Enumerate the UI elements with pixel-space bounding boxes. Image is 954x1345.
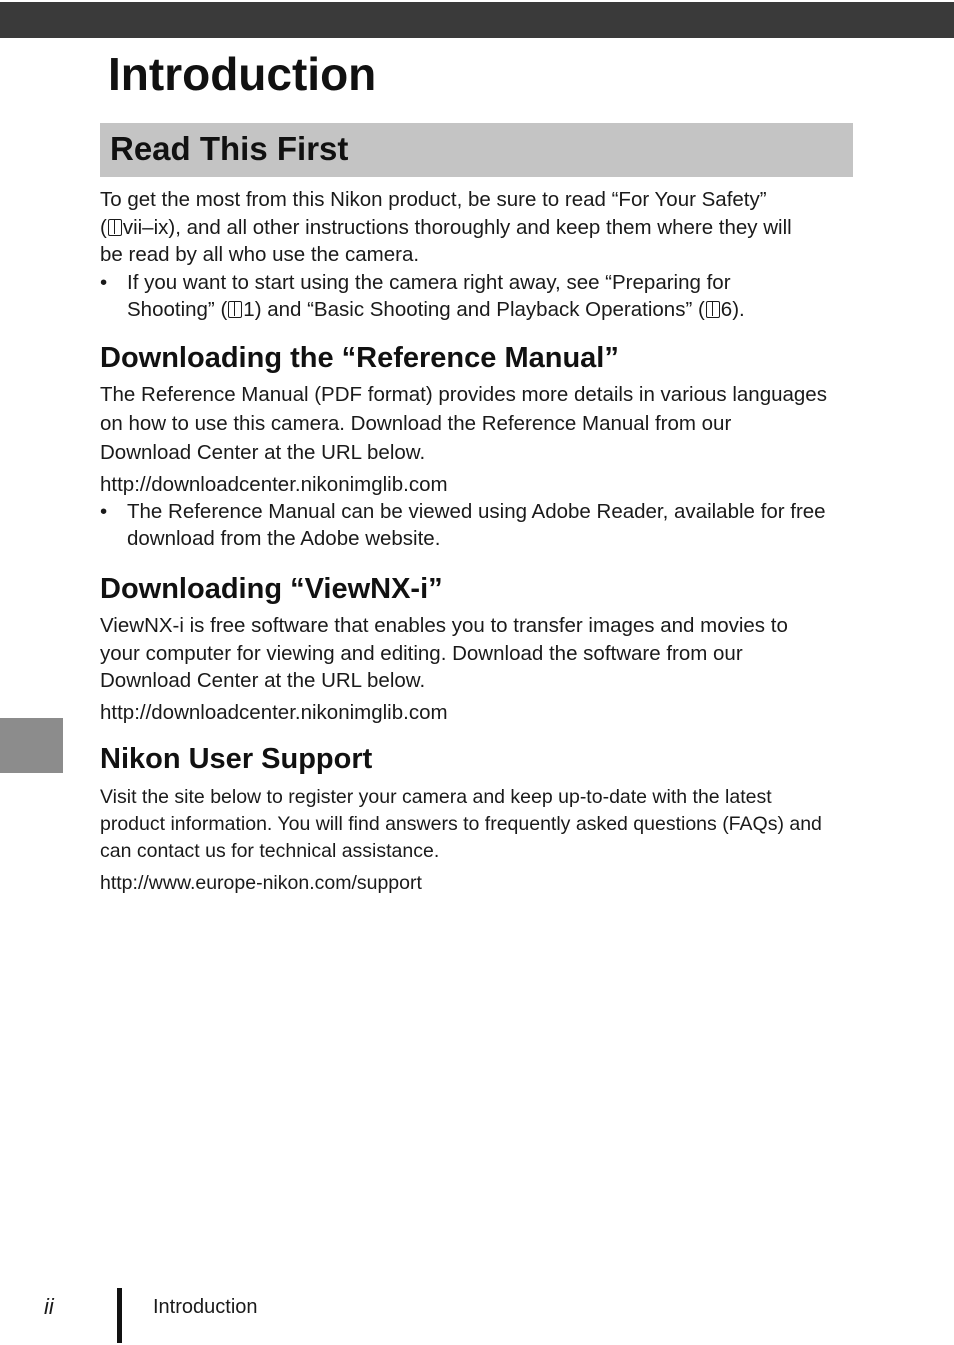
chapter-title: Introduction (108, 48, 377, 100)
page-content (100, 186, 860, 897)
footer-section-label: Introduction (153, 1296, 258, 1318)
intro-line-1: To get the most from this Nikon product, be sure to read “For Your Safety” (100, 188, 767, 211)
heading-user-support: Nikon User Support (100, 743, 373, 775)
section-title: Read This First (110, 130, 349, 167)
intro-bullet-line-1: If you want to start using the camera right away, see “Preparing for (127, 270, 731, 294)
viewnx-line-2: your computer for viewing and editing. Download the software from our (100, 641, 743, 665)
support-paragraph (100, 784, 860, 865)
reference-manual-paragraph (100, 380, 860, 467)
intro-line-3: be read by all who use the camera. (100, 243, 420, 266)
reference-bullet-line-1: The Reference Manual can be viewed using Adobe Reader, available for free (127, 500, 826, 523)
chapter-side-tab (0, 718, 63, 773)
bullet-dot: • (100, 500, 108, 523)
top-header-bar (0, 2, 954, 38)
viewnx-line-3: Download Center at the URL below. (100, 669, 426, 692)
support-line-2: product information. You will find answers to frequently asked questions (FAQs) and (100, 813, 822, 835)
intro-page-ref[interactable]: vii–ix (122, 215, 169, 239)
page-ref-basic-operations[interactable]: 6 (720, 297, 733, 321)
reference-bullet-line-2: download from the Adobe website. (127, 527, 441, 550)
intro-bullet-text-c: ). (732, 297, 745, 321)
intro-paren-open: ( (100, 215, 107, 239)
reference-line-2: on how to use this camera. Download the Reference Manual from our (100, 411, 732, 435)
bullet-dot: • (100, 270, 108, 294)
viewnx-url[interactable]: http://downloadcenter.nikonimglib.com (100, 700, 448, 724)
book-reference-icon (108, 219, 122, 236)
intro-bullet-text-a: Shooting” ( (127, 297, 228, 321)
intro-bullet (100, 269, 860, 323)
heading-viewnx: Downloading “ViewNX-i” (100, 573, 443, 605)
reference-line-1: The Reference Manual (PDF format) provides more details in various languages (100, 382, 827, 406)
viewnx-paragraph (100, 612, 860, 695)
viewnx-line-1: ViewNX-i is free software that enables you to transfer images and movies to (100, 614, 788, 637)
heading-reference-manual: Downloading the “Reference Manual” (100, 341, 619, 374)
footer-divider (117, 1288, 122, 1343)
page-ref-preparing[interactable]: 1 (243, 297, 255, 321)
support-url[interactable]: http://www.europe-nikon.com/support (100, 872, 422, 894)
page-number: ii (44, 1294, 54, 1319)
intro-bullet-text-b: ) and “Basic Shooting and Playback Operations” ( (254, 297, 705, 321)
support-line-1: Visit the site below to register your camera and keep up-to-date with the latest (100, 786, 772, 808)
support-line-3: can contact us for technical assistance. (100, 840, 440, 862)
section-band (100, 123, 853, 177)
reference-manual-url[interactable]: http://downloadcenter.nikonimglib.com (100, 472, 448, 496)
book-reference-icon (228, 301, 242, 318)
book-reference-icon (706, 301, 720, 318)
intro-line-2: ), and all other instructions thoroughly and keep them where they will (168, 215, 792, 239)
reference-bullet (100, 498, 860, 552)
reference-line-3: Download Center at the URL below. (100, 440, 426, 464)
intro-paragraph (100, 186, 860, 269)
